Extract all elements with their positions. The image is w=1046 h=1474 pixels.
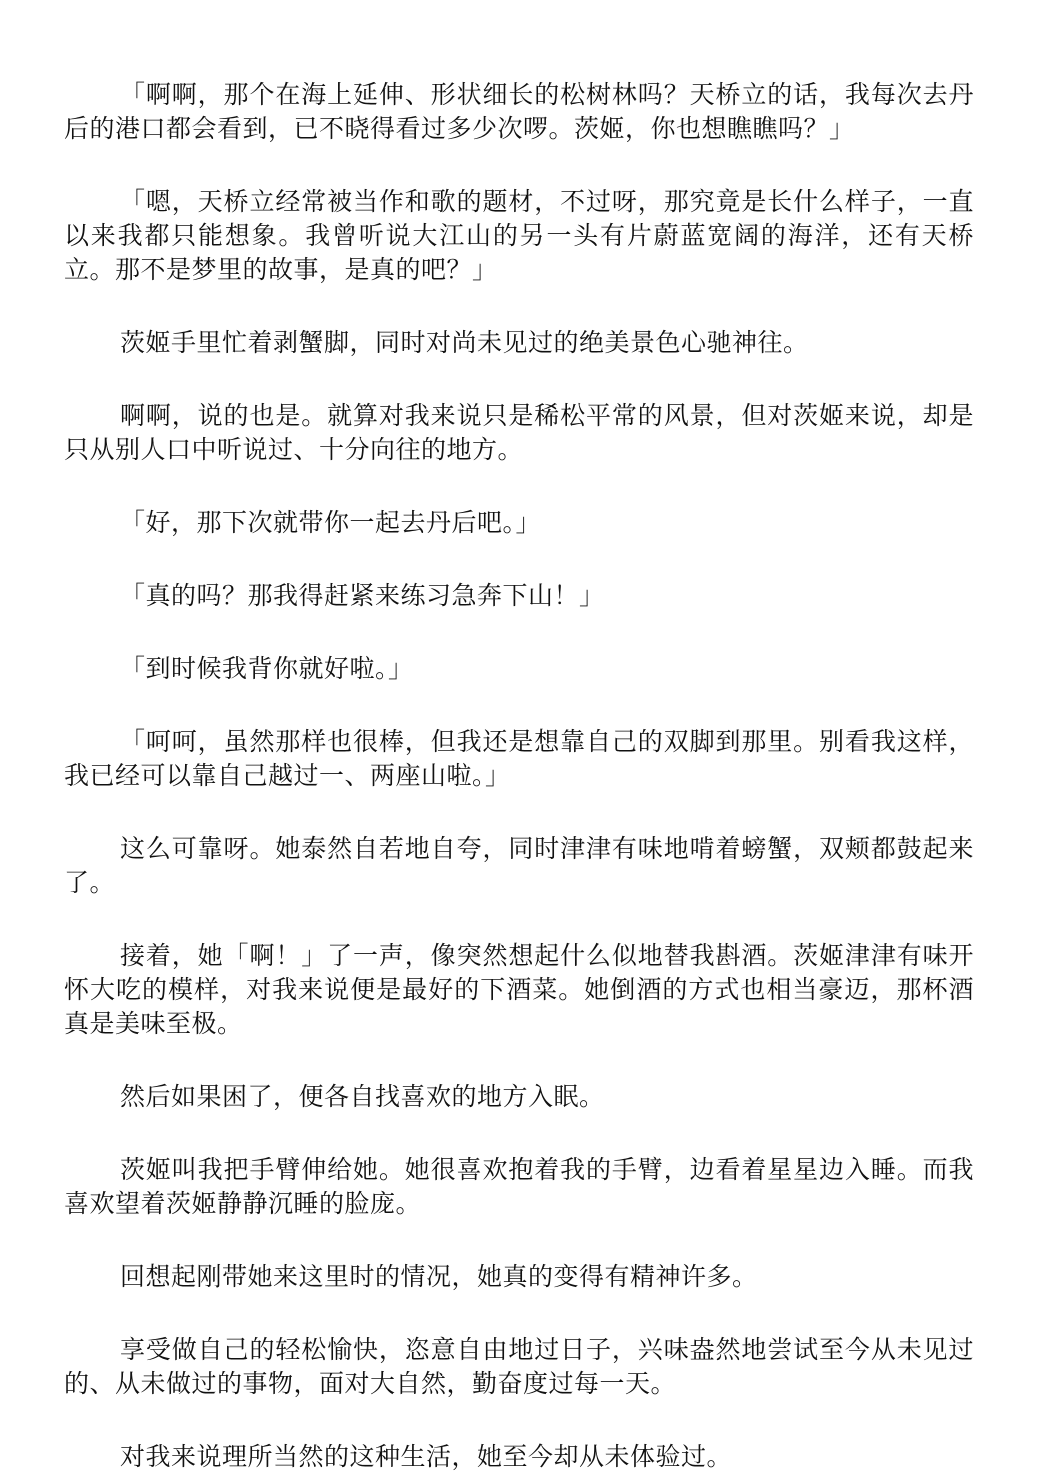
- paragraph: 这么可靠呀。她泰然自若地自夸，同时津津有味地啃着螃蟹，双颊都鼓起来了。: [64, 834, 974, 897]
- paragraph: 回想起刚带她来这里时的情况，她真的变得有精神许多。: [120, 1262, 758, 1291]
- paragraph: 「到时候我背你就好啦。」: [120, 654, 414, 683]
- paragraph: 对我来说理所当然的这种生活，她至今却从未体验过。: [120, 1442, 733, 1471]
- paragraph: 啊啊，说的也是。就算对我来说只是稀松平常的风景，但对茨姬来说，却是只从别人口中听说过、十分向往的地方。: [64, 401, 974, 464]
- paragraph: 享受做自己的轻松愉快，恣意自由地过日子，兴味盎然地尝试至今从未见过的、从未做过的事物，面对大自然，勤奋度过每一天。: [64, 1335, 974, 1398]
- paragraph: 「啊啊，那个在海上延伸、形状细长的松树林吗？天桥立的话，我每次去丹后的港口都会看到，已不晓得看过多少次啰。茨姬，你也想瞧瞧吗？」: [64, 80, 974, 143]
- paragraph: 接着，她「啊！」了一声，像突然想起什么似地替我斟酒。茨姬津津有味开怀大吃的模样，对我来说便是最好的下酒菜。她倒酒的方式也相当豪迈，那杯酒真是美味至极。: [64, 941, 974, 1038]
- paragraph: 然后如果困了，便各自找喜欢的地方入眠。: [120, 1082, 605, 1111]
- paragraph: 「嗯，天桥立经常被当作和歌的题材，不过呀，那究竟是长什么样子，一直以来我都只能想象。我曾听说大江山的另一头有片蔚蓝宽阔的海洋，还有天桥立。那不是梦里的故事，是真的吧？」: [64, 187, 974, 284]
- paragraph: 茨姬手里忙着剥蟹脚，同时对尚未见过的绝美景色心驰神往。: [120, 328, 809, 357]
- paragraph: 「呵呵，虽然那样也很棒，但我还是想靠自己的双脚到那里。别看我这样，我已经可以靠自己越过一、两座山啦。」: [64, 727, 974, 790]
- paragraph: 「好，那下次就带你一起去丹后吧。」: [120, 508, 542, 537]
- paragraph: 茨姬叫我把手臂伸给她。她很喜欢抱着我的手臂，边看着星星边入睡。而我喜欢望着茨姬静静沉睡的脸庞。: [64, 1155, 974, 1218]
- paragraph: 「真的吗？那我得赶紧来练习急奔下山！」: [120, 581, 605, 610]
